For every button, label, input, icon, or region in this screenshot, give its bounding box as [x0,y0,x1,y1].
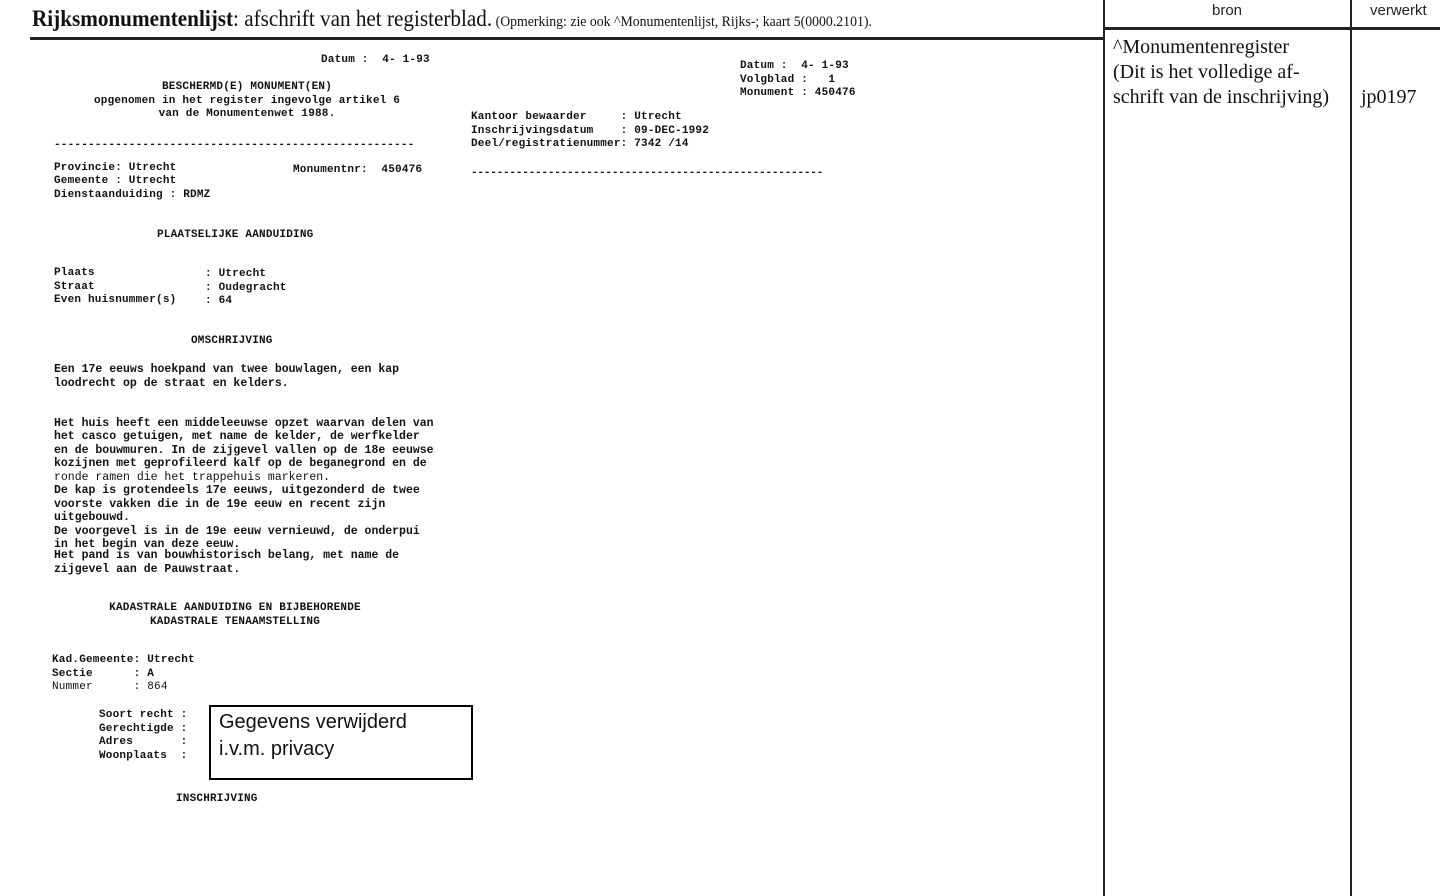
monumentnr: Monumentnr: 450476 [293,164,423,176]
register-header: BESCHERMD(E) MONUMENT(EN) opgenomen in het register ingevolge artikel 6 van de Monumentenwet 1988. [93,81,401,120]
header-rule [1103,27,1440,30]
section-plaatselijk: PLAATSELIJKE AANDUIDING [157,229,314,241]
kantoor-info: Kantoor bewaarder : Utrecht Inschrijvingsdatum : 09-DEC-1992 Deel/registratienummer: 7342 /14 [471,111,710,150]
description-para-1: Een 17e eeuws hoekpand van twee bouwlagen, een kap loodrecht op de straat en kelders. [54,363,400,390]
column-header-verwerkt: verwerkt [1370,2,1427,19]
section-kadastraal: KADASTRALE AANDUIDING EN BIJBEHORENDE KADASTRALE TENAAMSTELLING [109,602,361,628]
bron-entry: ^Monumentenregister (Dit is het volledige af- schrift van de inschrijving) [1113,36,1330,108]
owner-labels: Soort recht : Gerechtigde : Adres : Woonplaats : [99,709,188,762]
title-rule [30,37,1103,40]
provincie: Provincie: Utrecht [54,162,177,174]
gemeente: Gemeente : Utrecht [54,175,177,187]
description-para-3: Het pand is van bouwhistorisch belang, met name de zijgevel aan de Pauwstraat. [54,549,400,576]
right-separator: ------------------------------------------------------- [471,167,824,179]
section-omschrijving: OMSCHRIJVING [191,335,273,347]
kadastraal-data: Kad.Gemeente: Utrecht Sectie : A Nummer : 864 [52,654,195,693]
description-para-2: Het huis heeft een middeleeuwse opzet waarvan delen van het casco getuigen, met name de kelder, de werfkelder en de bouwmuren. In de zijgevel vallen op de 18e eeuwse kozijnen met geprofileerd kalf op de beganegrond en de ronde ramen die het trappehuis markeren. De kap is grotendeels 17e eeuws, uitgezonderd de twee voorste vakken die in de 19e eeuw en recent zijn uitgebouwd. De voorgevel is in de 19e eeuw vernieuwd, de onderpui in het begin van deze eeuw. [54,416,434,551]
section-inschrijving: INSCHRIJVING [176,793,258,805]
right-meta: Datum : 4- 1-93 Volgblad : 1 Monument : 450476 [740,60,856,99]
verwerkt-entry: jp0197 [1361,86,1417,108]
separator: ----------------------------------------------------- [54,139,415,151]
privacy-notice: Gegevens verwijderd i.v.m. privacy [209,705,473,780]
plaats-labels: Plaats Straat Even huisnummer(s) [54,267,177,306]
column-header-bron: bron [1212,2,1243,19]
datum: Datum : 4- 1-93 [321,54,430,66]
column-divider [1350,0,1352,896]
page-title: Rijksmonumentenlijst: afschrift van het registerblad. (Opmerking: zie ook ^Monumentenlijst, Rijks-; kaart 5(0000.2101). [32,6,872,31]
plaats-values: : Utrecht : Oudegracht : 64 [205,268,287,307]
dienstaanduiding: Dienstaanduiding : RDMZ [54,189,211,201]
column-divider [1103,0,1105,896]
